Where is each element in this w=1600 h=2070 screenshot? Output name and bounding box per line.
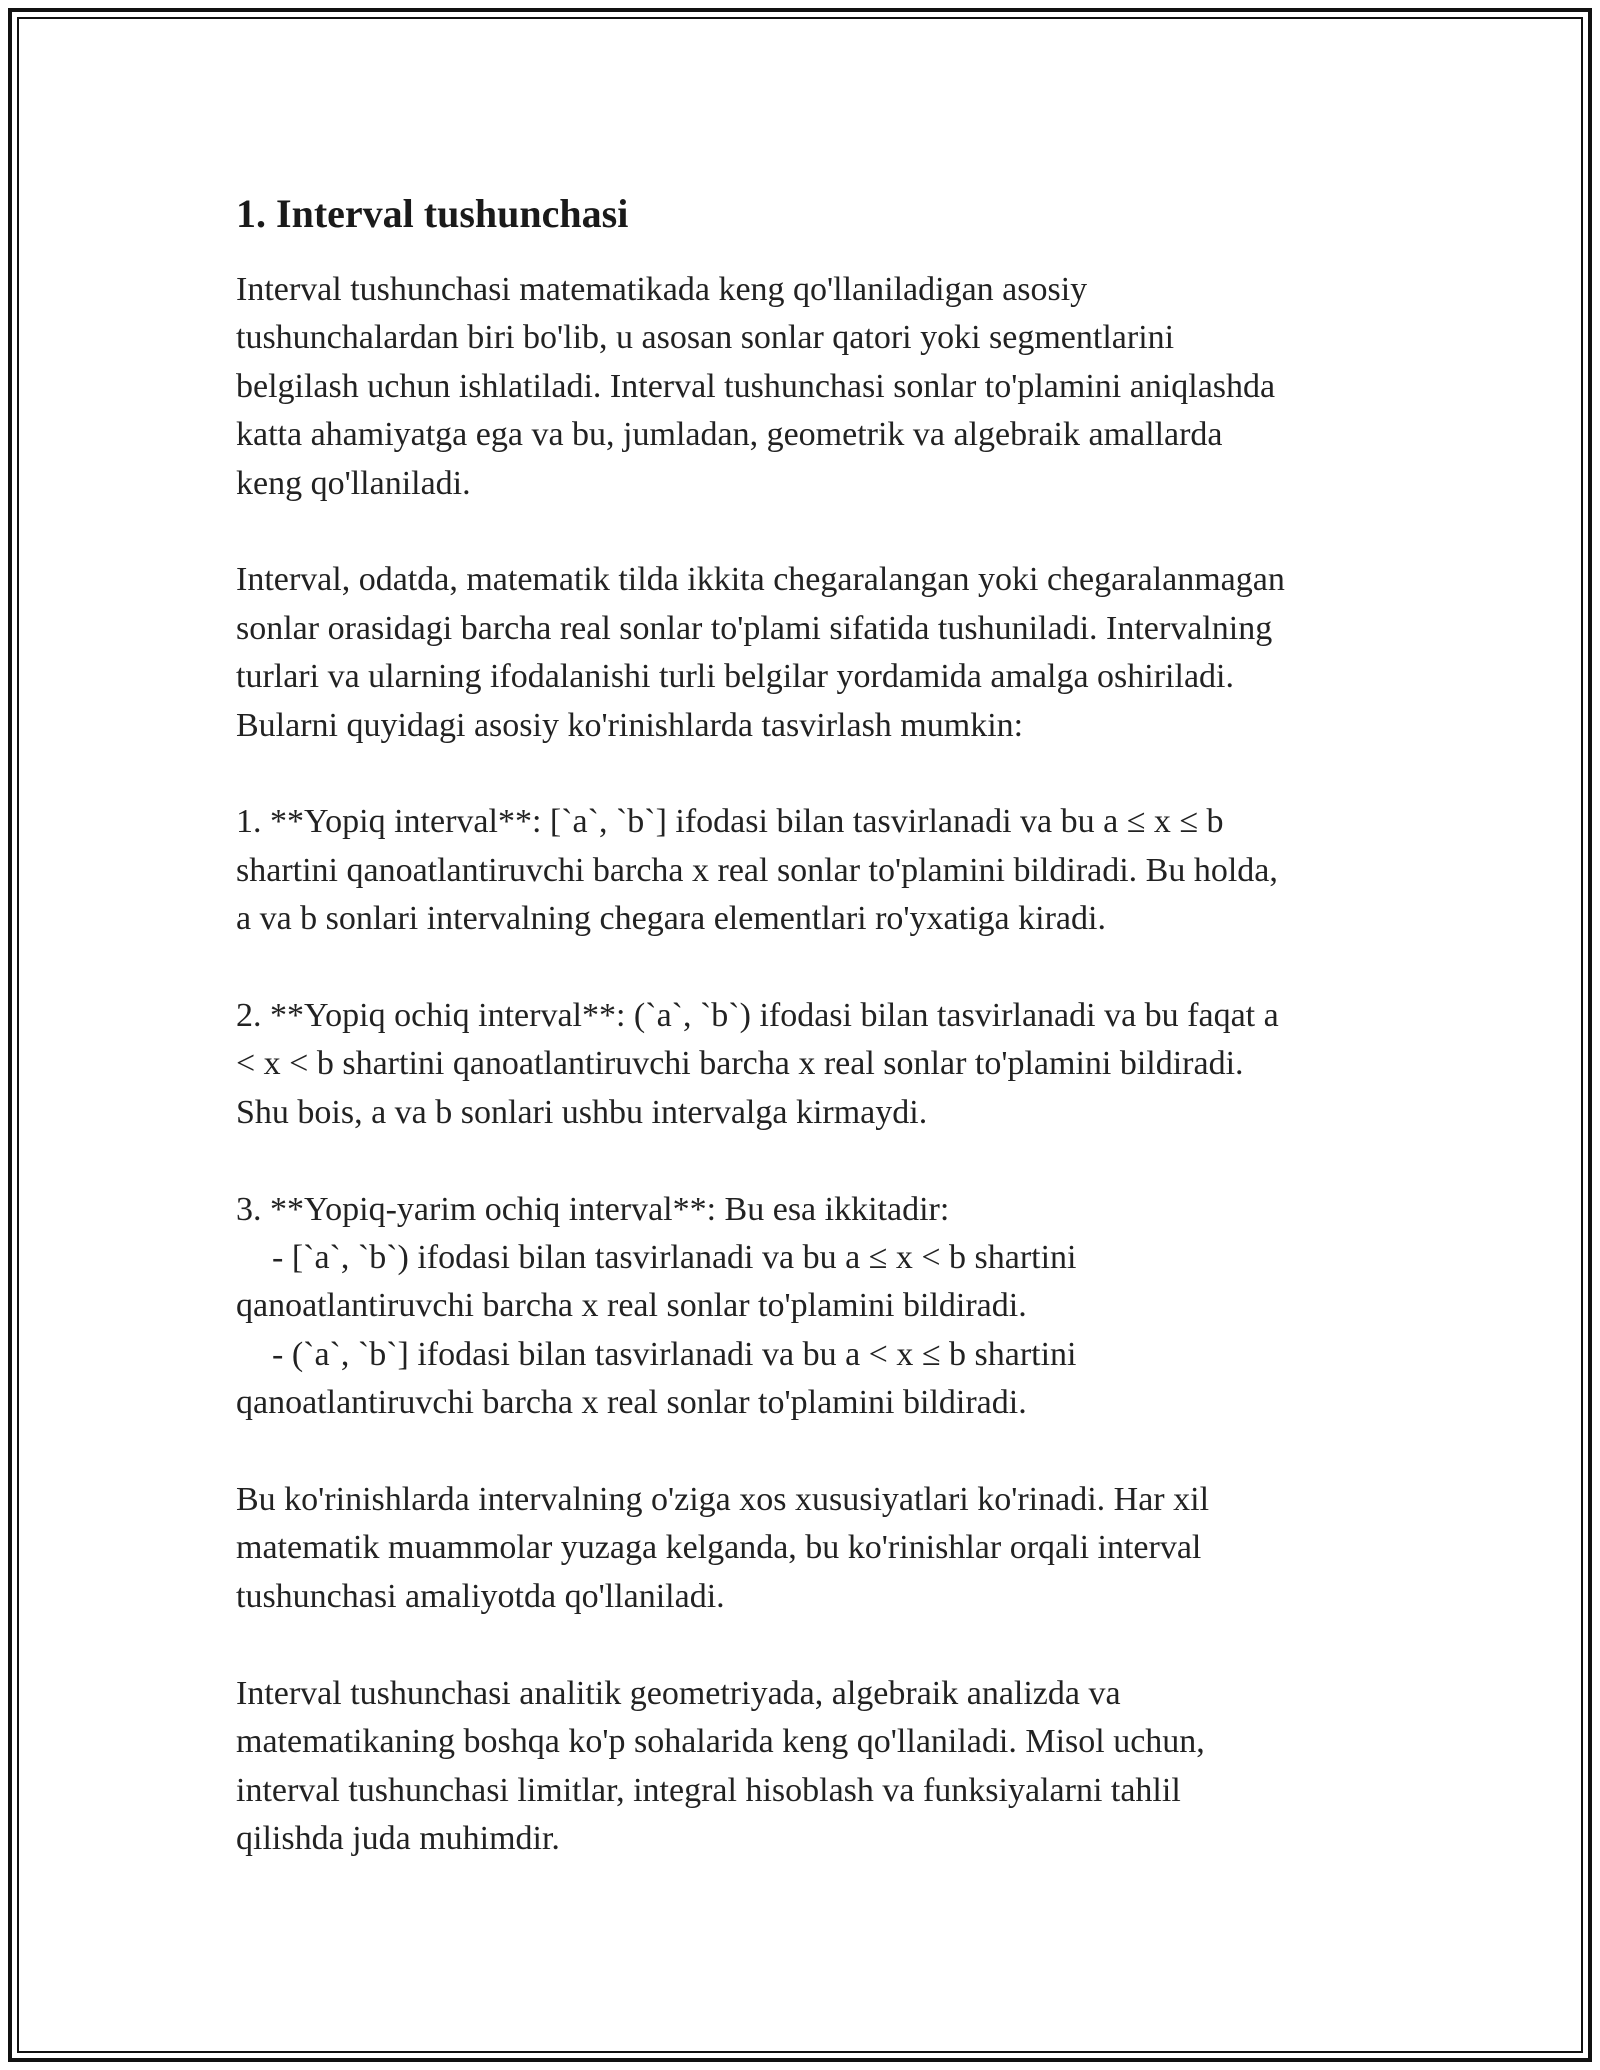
half-open-subitem-1: - [`a`, `b`) ifodasi bilan tasvirlanadi va bu a ≤ x < b shartini — [272, 1239, 1077, 1277]
applications-paragraph: Interval tushunchasi analitik geometriyada, algebraik analizda va matematikaning boshqa ko'p sohalarida keng qo'llaniladi. Misol uchun, interval tushunchasi limitlar, integral hisoblash va funksiyalarni tahlil qilishda juda muhimdir. — [236, 1674, 1205, 1857]
document-body — [236, 188, 1386, 1863]
half-open-interval-item — [236, 1186, 1386, 1428]
half-open-subitem-2: - (`a`, `b`] ifodasi bilan tasvirlanadi va bu a < x ≤ b shartini — [272, 1335, 1077, 1373]
section-heading: 1. Interval tushunchasi — [236, 191, 629, 236]
half-open-heading: 3. **Yopiq-yarim ochiq interval**: Bu esa ikkitadir: — [236, 1190, 950, 1228]
intro-paragraph: Interval tushunchasi matematikada keng qo'llaniladigan asosiy tushunchalardan biri bo'lib, u asosan sonlar qatori yoki segmentlarini belgilash uchun ishlatiladi. Interval tushunchasi sonlar to'plamini aniqlashda katta ahamiyatga ega va bu, jumladan, geometrik va algebraik amallarda keng qo'llaniladi. — [236, 271, 1276, 502]
definition-paragraph: Interval, odatda, matematik tilda ikkita chegaralangan yoki chegaralanmagan sonlar orasidagi barcha real sonlar to'plami sifatida tushuniladi. Intervalning turlari va ularning ifodalanishi turli belgilar yordamida amalga oshiriladi. Bularni quyidagi asosiy ko'rinishlarda tasvirlash mumkin: — [236, 561, 1285, 744]
open-interval-item: 2. **Yopiq ochiq interval**: (`a`, `b`) ifodasi bilan tasvirlanadi va bu faqat a < x < b shartini qanoatlantiruvchi barcha x real sonlar to'plamini bildiradi. Shu bois, a va b sonlari ushbu intervalga kirmaydi. — [236, 997, 1279, 1131]
closed-interval-item: 1. **Yopiq interval**: [`a`, `b`] ifodasi bilan tasvirlanadi va bu a ≤ x ≤ b shartini qanoatlantiruvchi barcha x real sonlar to'plamini bildiradi. Bu holda, a va b sonlari intervalning chegara elementlari ro'yxatiga kiradi. — [236, 803, 1278, 938]
half-open-subitem-2-continuation: qanoatlantiruvchi barcha x real sonlar to'plamini bildiradi. — [236, 1384, 1027, 1422]
half-open-subitem-1-continuation: qanoatlantiruvchi barcha x real sonlar to'plamini bildiradi. — [236, 1287, 1027, 1325]
properties-paragraph: Bu ko'rinishlarda intervalning o'ziga xos xususiyatlari ko'rinadi. Har xil matematik muammolar yuzaga kelganda, bu ko'rinishlar orqali interval tushunchasi amaliyotda qo'llaniladi. — [236, 1481, 1210, 1615]
